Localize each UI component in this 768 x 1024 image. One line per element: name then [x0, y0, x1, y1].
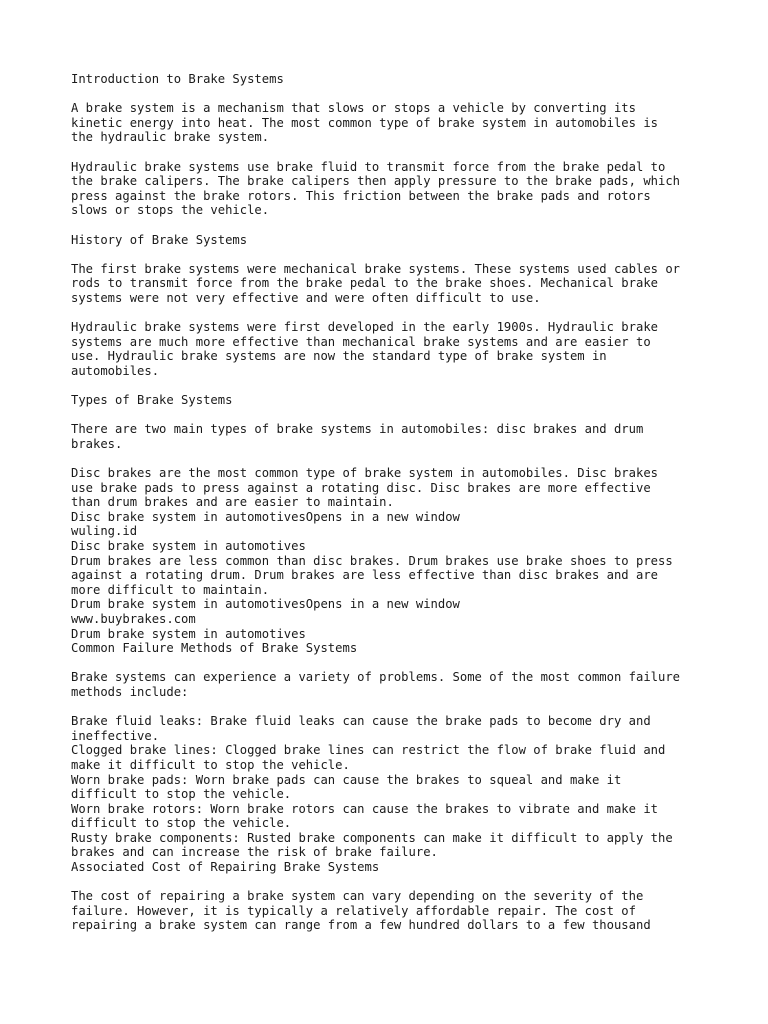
blank-line — [71, 306, 711, 321]
text-line: Types of Brake Systems — [71, 393, 233, 408]
blank-line — [71, 218, 711, 233]
text-line: more difficult to maintain. — [71, 582, 270, 597]
text-line: The first brake systems were mechanical brake systems. These systems used cables or — [71, 261, 681, 276]
blank-line — [71, 408, 711, 423]
text-line: methods include: — [71, 684, 189, 699]
text-line: use brake pads to press against a rotating disc. Disc brakes are more effective — [71, 480, 651, 495]
text-line: automobiles. — [71, 363, 160, 378]
text-line: Rusty brake components: Rusted brake components can make it difficult to apply the — [71, 830, 673, 845]
text-line: The cost of repairing a brake system can vary depending on the severity of the — [71, 889, 644, 904]
text-line: Drum brake system in automotivesOpens in a new window — [71, 597, 460, 612]
text-line: ineffective. — [71, 728, 160, 743]
text-line: Associated Cost of Repairing Brake Systems — [71, 860, 380, 875]
text-line: Hydraulic brake systems were first developed in the early 1900s. Hydraulic brake — [71, 320, 658, 335]
text-line: Worn brake pads: Worn brake pads can cause the brakes to squeal and make it — [71, 772, 622, 787]
text-line: use. Hydraulic brake systems are now the standard type of brake system in — [71, 349, 607, 364]
text-line: History of Brake Systems — [71, 232, 248, 247]
text-line: A brake system is a mechanism that slows or stops a vehicle by converting its — [71, 101, 636, 116]
blank-line — [71, 247, 711, 262]
text-line: Disc brake system in automotives — [71, 539, 306, 553]
text-line: difficult to stop the vehicle. — [71, 787, 292, 802]
text-line: Hydraulic brake systems use brake fluid to transmit force from the brake pedal to — [71, 159, 666, 174]
text-line: rods to transmit force from the brake pedal to the brake shoes. Mechanical brake — [71, 276, 658, 291]
text-line: slows or stops the vehicle. — [71, 203, 270, 218]
document-body — [71, 72, 711, 933]
text-line: Disc brake system in automotivesOpens in a new window — [71, 509, 460, 524]
text-line: wuling.id — [71, 524, 138, 539]
blank-line — [71, 378, 711, 393]
text-line: There are two main types of brake systems in automobiles: disc brakes and drum — [71, 422, 644, 437]
text-line: the brake calipers. The brake calipers then apply pressure to the brake pads, which — [71, 174, 681, 189]
text-line: Brake fluid leaks: Brake fluid leaks can cause the brake pads to become dry and — [71, 714, 651, 729]
text-line: brakes. — [71, 436, 123, 451]
blank-line — [71, 145, 711, 160]
blank-line — [71, 656, 711, 671]
text-line: Disc brakes are the most common type of brake system in automobiles. Disc brakes — [71, 466, 658, 481]
text-line: failure. However, it is typically a relatively affordable repair. The cost of — [71, 903, 636, 918]
text-line: Common Failure Methods of Brake Systems — [71, 641, 358, 656]
text-line: kinetic energy into heat. The most common type of brake system in automobiles is — [71, 115, 658, 130]
blank-line — [71, 700, 711, 715]
text-line: brakes and can increase the risk of brake failure. — [71, 845, 438, 860]
blank-line — [71, 451, 711, 466]
text-line: Worn brake rotors: Worn brake rotors can cause the brakes to vibrate and make it — [71, 801, 658, 816]
text-line: Drum brake system in automotives — [71, 626, 306, 641]
text-line: Brake systems can experience a variety of problems. Some of the most common failure — [71, 670, 681, 685]
blank-line — [71, 87, 711, 102]
text-line: against a rotating drum. Drum brakes are less effective than disc brakes and are — [71, 568, 658, 583]
text-line: repairing a brake system can range from a few hundred dollars to a few thousand — [71, 918, 651, 933]
text-line: than drum brakes and are easier to maintain. — [71, 495, 394, 510]
text-line: difficult to stop the vehicle. — [71, 816, 292, 831]
text-line: systems were not very effective and were often difficult to use. — [71, 290, 541, 305]
text-line: make it difficult to stop the vehicle. — [71, 757, 350, 772]
text-line: the hydraulic brake system. — [71, 130, 270, 145]
text-line: systems are much more effective than mechanical brake systems and are easier to — [71, 334, 651, 349]
text-line: Drum brakes are less common than disc brakes. Drum brakes use brake shoes to press — [71, 553, 673, 568]
text-line: Introduction to Brake Systems — [71, 72, 284, 86]
text-line: press against the brake rotors. This friction between the brake pads and rotors — [71, 188, 651, 203]
blank-line — [71, 875, 711, 890]
text-line: Clogged brake lines: Clogged brake lines can restrict the flow of brake fluid and — [71, 743, 666, 758]
text-line: www.buybrakes.com — [71, 611, 196, 626]
